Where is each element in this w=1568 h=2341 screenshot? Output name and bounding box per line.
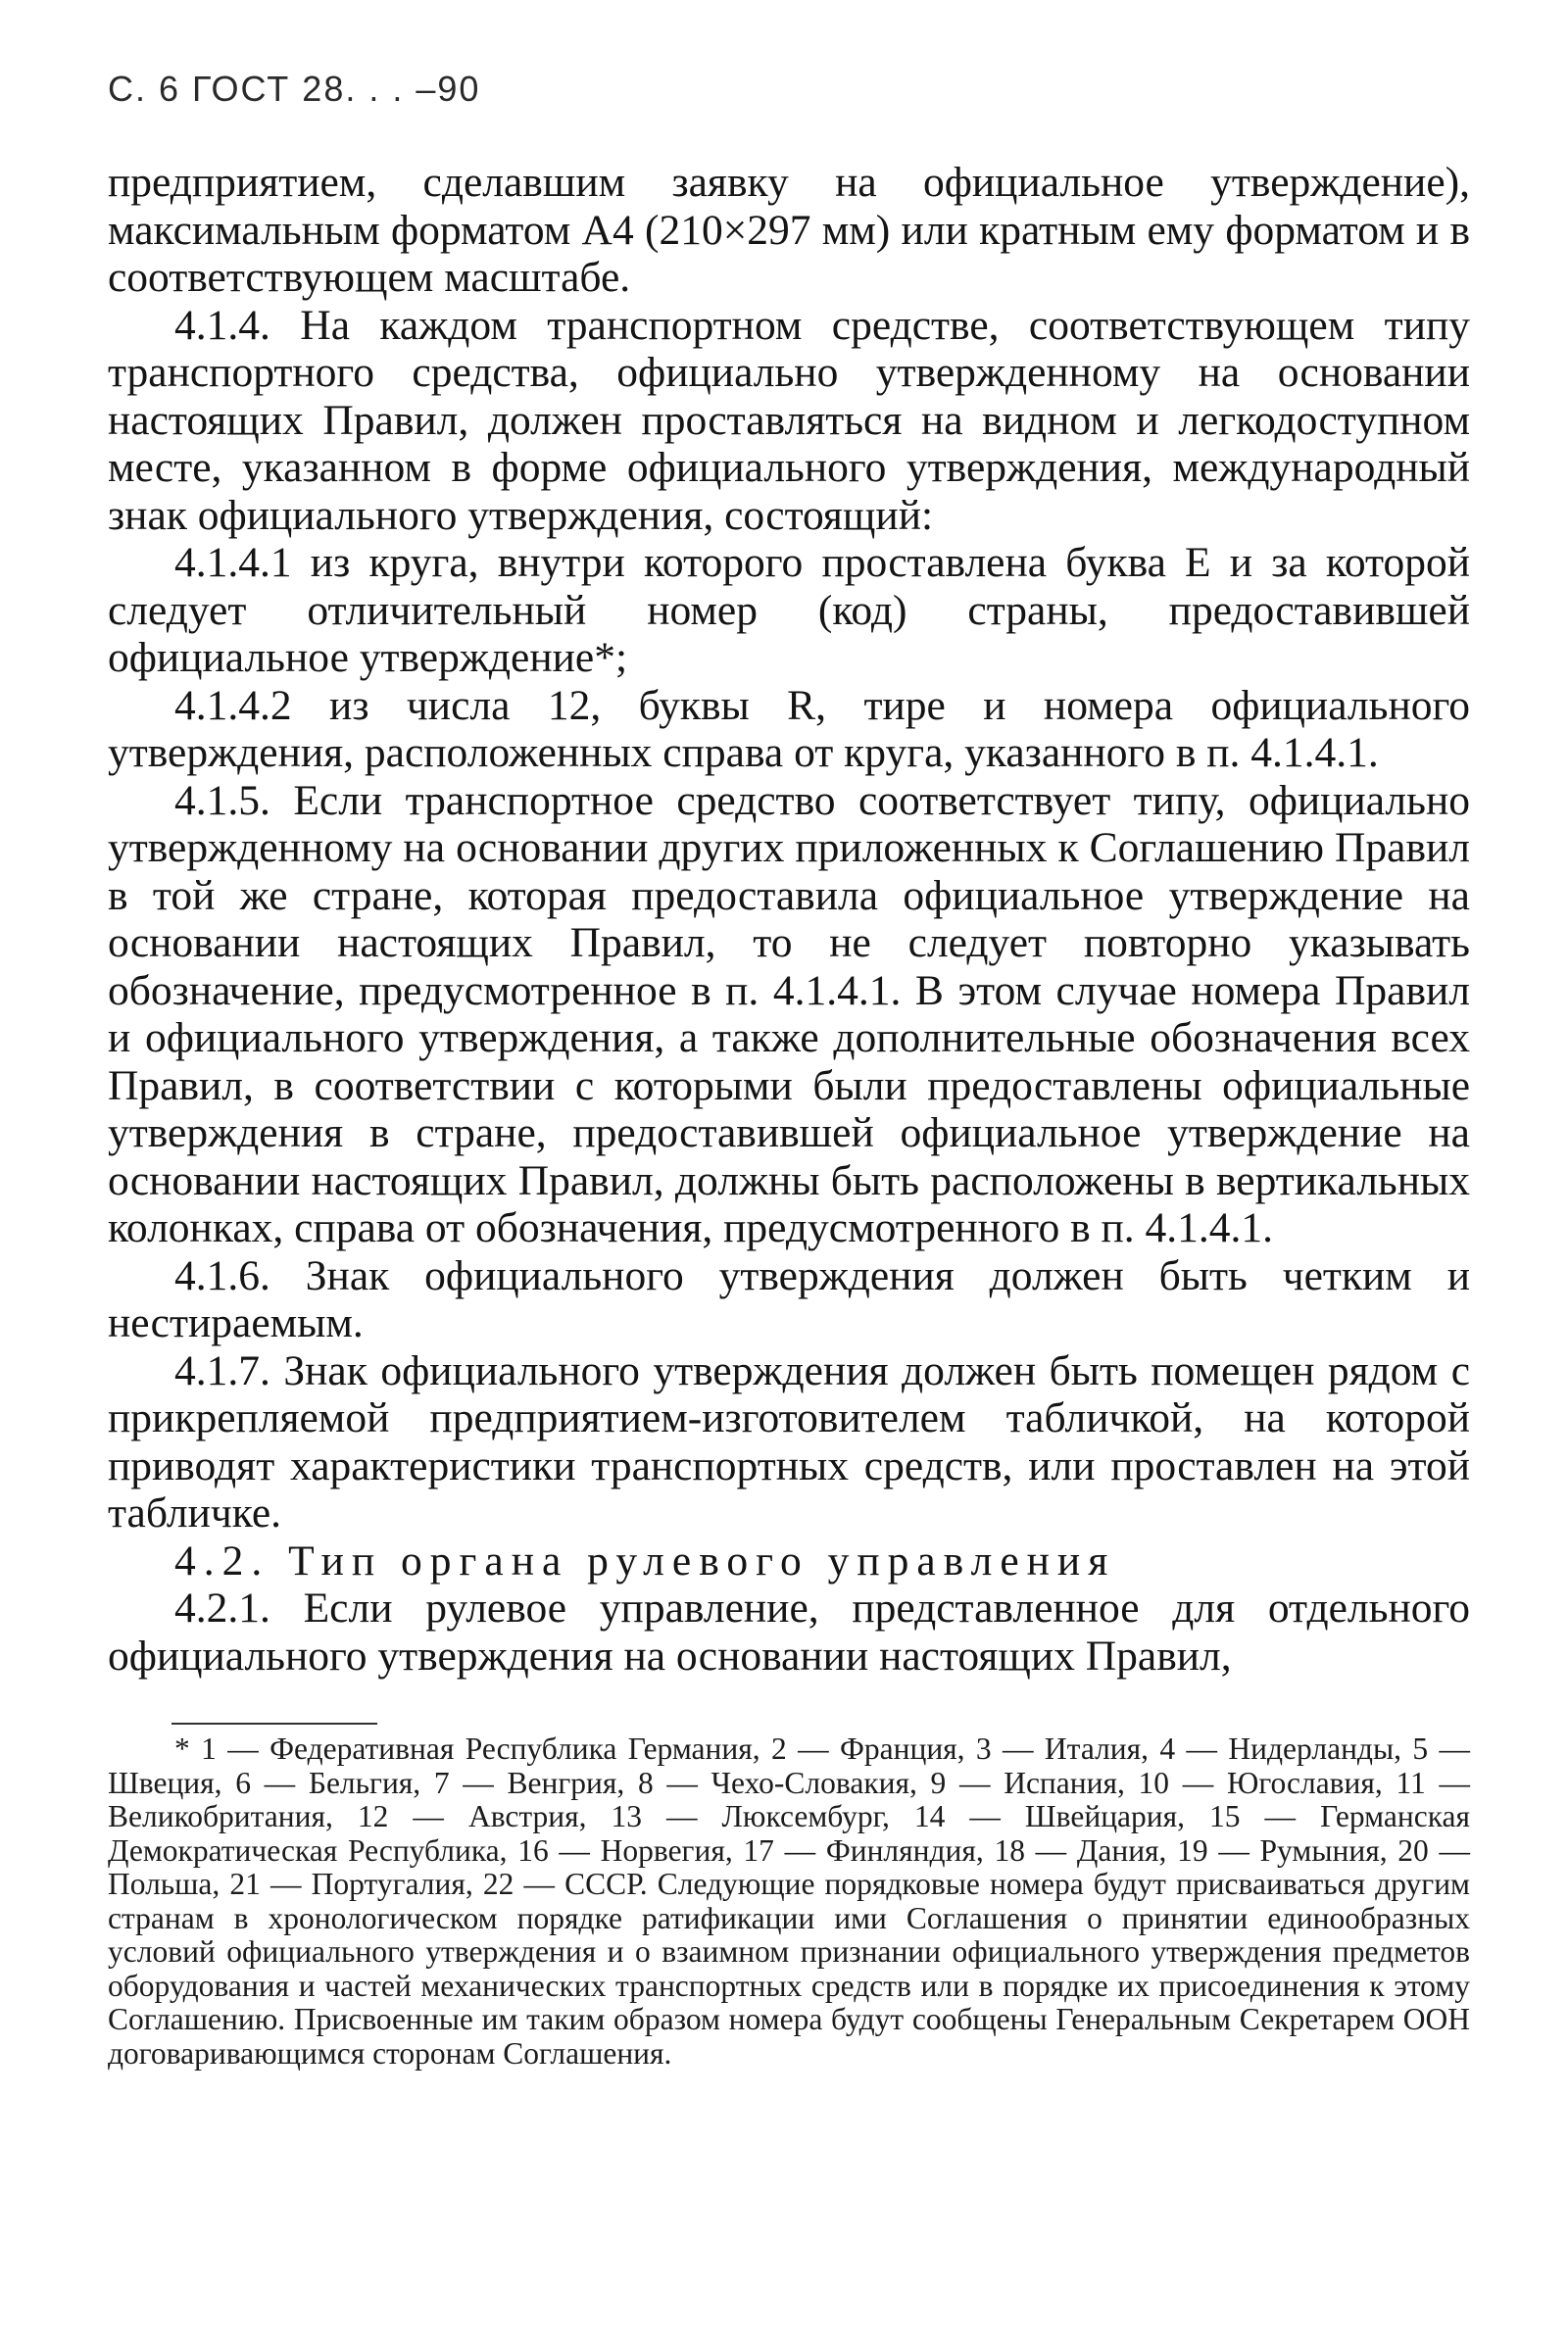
section-heading-4-2: 4.2. Тип органа рулевого управления [174,1536,1116,1585]
footnote [108,1732,1470,2071]
paragraph-4-1-7: 4.1.7. Знак официального утверждения должен быть помещен рядом с прикрепляемой предприятием-изготовителем табличкой, на которой приводят характеристики транспортных средств, или проставлен на этой табличке. [108,1346,1470,1536]
paragraph-4-1-4: 4.1.4. На каждом транспортном средстве, соответствующем типу транспортного средства, официально утвержденному на основании настоящих Правил, должен проставляться на видном и легкодоступном месте, указанном в форме официального утверждения, международный знак официального утверждения, состоящий: [108,301,1470,539]
paragraph-4-1-4-2: 4.1.4.2 из числа 12, буквы R, тире и номера официального утверждения, расположенных справа от круга, указанного в п. 4.1.4.1. [108,681,1470,776]
body-text [108,159,1470,1680]
footnote-divider [172,1723,377,1725]
page-header: С. 6 ГОСТ 28. . . –90 [108,69,481,109]
paragraph-4-2-1: 4.2.1. Если рулевое управление, представленное для отдельного официального утверждения на основании настоящих Правил, [108,1585,1470,1680]
paragraph-4-1-5: 4.1.5. Если транспортное средство соответствует типу, официально утвержденному на основании других приложенных к Соглашению Правил в той же стране, которая предоставила официальное утверждение на основании настоящих Правил, то не следует повторно указывать обозначение, предусмотренное в п. 4.1.4.1. В этом случае номера Правил и официального утверждения, а также дополнительные обозначения всех Правил, в соответствии с которыми были предоставлены официальные утверждения в стране, предоставившей официальное утверждение на основании настоящих Правил, должны быть расположены в вертикальных колонках, справа от обозначения, предусмотренного в п. 4.1.4.1. [108,776,1470,1251]
footnote-text: * 1 — Федеративная Республика Германия, 2 — Франция, 3 — Италия, 4 — Нидерланды, 5 — Швеция, 6 — Бельгия, 7 — Венгрия, 8 — Чехо-Словакия, 9 — Испания, 10 — Югославия, 11 — Великобритания, 12 — Австрия, 13 — Люксембург, 14 — Швейцария, 15 — Германская Демократическая Республика, 16 — Норвегия, 17 — Финляндия, 18 — Дания, 19 — Румыния, 20 — Польша, 21 — Португалия, 22 — СССР. Следующие порядковые номера будут присваиваться другим странам в хронологическом порядке ратификации ими Соглашения о принятии единообразных условий официального утверждения и о взаимном признании официального утверждения предметов оборудования и частей механических транспортных средств или в порядке их присоединения к этому Соглашению. Присвоенные им таким образом номера будут сообщены Генеральным Секретарем ООН договаривающимся сторонам Соглашения. [108,1731,1470,2071]
paragraph-4-1-6: 4.1.6. Знак официального утверждения должен быть четким и нестираемым. [108,1251,1470,1346]
paragraph-continuation: предприятием, сделавшим заявку на официальное утверждение), максимальным форматом А4 (210×297 мм) или кратным ему форматом и в соответствующем масштабе. [108,159,1470,301]
paragraph-4-1-4-1: 4.1.4.1 из круга, внутри которого проставлена буква Е и за которой следует отличительный номер (код) страны, предоставившей официальное утверждение*; [108,539,1470,681]
